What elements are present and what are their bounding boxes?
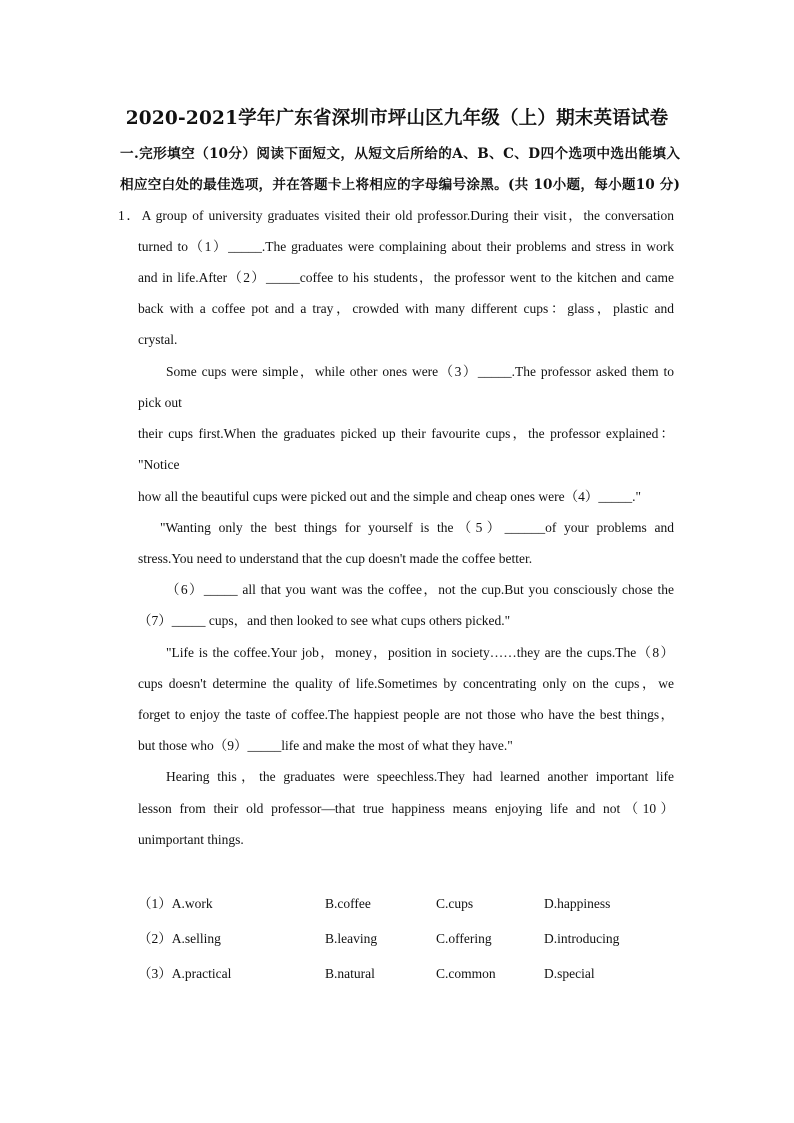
passage-line: 1．A group of university graduates visited their old professor.During their visit，the conversation bbox=[118, 208, 674, 223]
passage-line: Some cups were simple，while other ones were（3）_____.The professor asked them to bbox=[166, 364, 674, 379]
passage-line: back with a coffee pot and a tray，crowded with many different cups：glass，plastic and bbox=[138, 301, 674, 316]
passage-line: their cups first.When the graduates picked up their favourite cups，the professor explained： bbox=[138, 426, 674, 441]
option-q1-c[interactable]: C.cups bbox=[436, 896, 474, 911]
passage-line: but those who（9）_____life and make the most of what they have." bbox=[138, 738, 513, 753]
exam-title: 2020-2021学年广东省深圳市坪山区九年级（上）期末英语试卷 bbox=[125, 108, 669, 129]
passage-line: Hearing this，the graduates were speechless.They had learned another important life bbox=[166, 769, 674, 784]
option-q3-a[interactable]: （3）A.practical bbox=[138, 966, 232, 981]
option-q2-b[interactable]: B.leaving bbox=[325, 931, 378, 946]
passage-line: turned to（1）_____.The graduates were complaining about their problems and stress in work bbox=[138, 239, 674, 254]
passage-line: forget to enjoy the taste of coffee.The happiest people are not those who have the best things， bbox=[138, 707, 674, 722]
passage-line: lesson from their old professor—that true happiness means enjoying life and not（10） bbox=[138, 801, 674, 816]
passage-line: stress.You need to understand that the cup doesn't made the coffee better. bbox=[138, 551, 533, 566]
option-q2-d[interactable]: D.introducing bbox=[544, 931, 620, 946]
option-q1-b[interactable]: B.coffee bbox=[325, 896, 371, 911]
passage-line: cups doesn't determine the quality of life.Sometimes by concentrating only on the cups，we bbox=[138, 676, 674, 691]
option-q3-d[interactable]: D.special bbox=[544, 966, 595, 981]
section-instruction-line-1: 一.完形填空（10分）阅读下面短文，从短文后所给的A、B、C、D四个选项中选出能填入 bbox=[120, 146, 680, 162]
passage-line: "Wanting only the best things for yourself is the（5）______of your problems and bbox=[160, 520, 674, 535]
passage-line: and in life.After（2）_____coffee to his students，the professor went to the kitchen and came bbox=[138, 270, 674, 285]
option-q2-a[interactable]: （2）A.selling bbox=[138, 931, 221, 946]
option-q3-b[interactable]: B.natural bbox=[325, 966, 375, 981]
option-q2-c[interactable]: C.offering bbox=[436, 931, 492, 946]
passage-line: "Life is the coffee.Your job，money，position in society……they are the cups.The（8） bbox=[166, 645, 674, 660]
option-q1-d[interactable]: D.happiness bbox=[544, 896, 611, 911]
passage-line: "Notice bbox=[138, 457, 180, 472]
section-instruction-line-2: 相应空白处的最佳选项，并在答题卡上将相应的字母编号涂黑。(共 10小题，每小题10 分) bbox=[120, 177, 680, 193]
passage-line: （7）_____ cups，and then looked to see what cups others picked." bbox=[138, 613, 511, 628]
passage-line: pick out bbox=[138, 395, 182, 410]
passage-line: crystal. bbox=[138, 332, 178, 347]
passage-line: unimportant things. bbox=[138, 832, 244, 847]
passage-line: （6）_____ all that you want was the coffee，not the cup.But you consciously chose the bbox=[166, 582, 674, 597]
option-q1-a[interactable]: （1）A.work bbox=[138, 896, 213, 911]
passage-line: how all the beautiful cups were picked out and the simple and cheap ones were（4）_____." bbox=[138, 489, 641, 504]
option-q3-c[interactable]: C.common bbox=[436, 966, 496, 981]
